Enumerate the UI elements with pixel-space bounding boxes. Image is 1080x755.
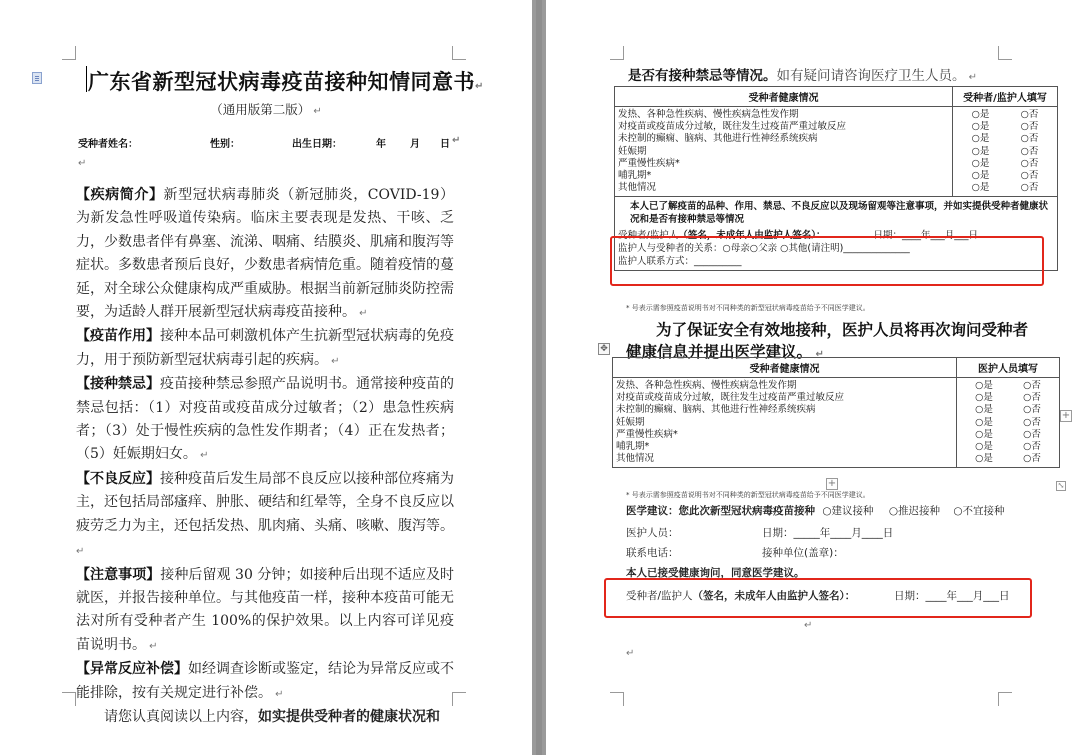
- section-contraindications: 【接种禁忌】疫苗接种禁忌参照产品说明书。通常接种疫苗的禁忌包括：（1）对疫苗或疫苗成分过敏者；（2）患急性疾病者；（3）处于慢性疾病的急性发作期者；（4）正在发热者；（5）妊娠期妇女。 ↵: [76, 376, 454, 463]
- margin-corner-mark: [452, 46, 466, 60]
- footnote: * 号表示需参照疫苗说明书对不同种类的新型冠状病毒疫苗给予不同医学建议。: [626, 491, 870, 499]
- month-label: 月: [410, 139, 420, 150]
- yes-radio[interactable]: ○是: [971, 133, 990, 145]
- add-row-button[interactable]: +: [827, 478, 837, 489]
- health-item: 其他情况: [616, 453, 655, 465]
- margin-corner-mark: [610, 46, 624, 60]
- advice-not-radio[interactable]: ○不宜接种: [953, 505, 1005, 517]
- gender-label: 性别：: [210, 139, 240, 150]
- consent-statement: 本人已了解疫苗的品种、作用、禁忌、不良反应以及现场留观等注意事项，并如实提供受种者健康状况和是否有接种禁忌等情况: [630, 201, 1049, 225]
- contact-unit-line[interactable]: 联系电话： 接种单位(盖章)：: [626, 547, 844, 559]
- safety-heading-line2[interactable]: 健康信息并提出医学建议。 ↵: [626, 342, 824, 361]
- no-radio[interactable]: ○否: [1020, 170, 1039, 182]
- yes-radio[interactable]: ○是: [971, 170, 990, 182]
- no-radio[interactable]: ○否: [1020, 121, 1039, 133]
- document-map-icon[interactable]: [32, 72, 42, 84]
- table1-header-health: 受种者健康情况: [615, 87, 953, 107]
- yes-radio[interactable]: ○是: [975, 380, 993, 391]
- table-resize-handle[interactable]: ⤡: [1057, 481, 1065, 490]
- advice-recommend-radio[interactable]: ○建议接种: [822, 505, 874, 517]
- document-page-right: 是否有接种禁忌等情况。如有疑问请咨询医疗卫生人员。 ↵ 受种者健康情况 受种者/监护人填写 发热、各种急性疾病、慢性疾病急性发作期 对疫苗或疫苗成分过敏，既往发生过疫苗严重过敏反应 未控制的癫痫、脑病、其他进行性神经系统疾病 妊娠期 严重慢性疾病* 哺乳期* 其他情况 ○是 ○否 ○是 ○否 ○是 ○否 ○是 ○否 ○是 ○否 ○是 ○否 ○是 ○否 本人已了解疫苗的品种、作用、禁忌、不良反应以及现场留观等注意事项，并如实提供受种者健康状况和是否有接种禁忌等情况 受种者/监护人（签名，未成年人由监护人签名）： 日期：____年___月___日 监护人与受种者的关系：○母亲○父亲 ○其他(请注明)______________ 监护人联系方式：__________ * 号表示需参照疫苗说明书对不同种类的新型冠状病毒疫苗给予不同医学建议。 ✥ 为了保证安全有效地接种，医护人员将再次询问受种者 健康信息并提出医学建议。 ↵ 受种者健康情况 医护人员填写 发热、各种急性疾病、慢性疾病急性发作期 对疫苗或疫苗成分过敏，既往发生过疫苗严重过敏反应 未控制的癫痫、脑病、其他进行性神经系统疾病 妊娠期 严重慢性疾病* 哺乳期* 其他情况 ○是 ○否 ○是 ○否 ○是 ○否 ○是 ○否 ○是 ○否 ○是 ○否 ○是 ○否 + + ⤡ * 号表示需参照疫苗说明书对不同种类的新型冠状病毒疫苗给予不同医学建议。 医学建议：您此次新型冠状病毒疫苗接种 ○建议接种 ○推迟接种 ○不宜接种 医护人员： 日期：_____年____月____日 联系电话： 接种单位(盖章)： 本人已接受健康询问，同意医学建议。 受种者/监护人（签名，未成年人由监护人签名）： 日期：____年___月___日 ↵ ↵: [546, 0, 1080, 755]
- yes-radio[interactable]: ○是: [975, 441, 993, 453]
- no-radio[interactable]: ○否: [1023, 428, 1041, 440]
- table1-items-cell: [615, 107, 953, 197]
- consent-line[interactable]: 本人已接受健康询问，同意医学建议。: [626, 567, 805, 579]
- medical-advice-line[interactable]: 医学建议：您此次新型冠状病毒疫苗接种 ○建议接种 ○推迟接种 ○不宜接种: [626, 505, 1005, 517]
- yes-radio[interactable]: ○是: [975, 416, 993, 428]
- yes-radio[interactable]: ○是: [971, 109, 990, 120]
- no-radio[interactable]: ○否: [1023, 404, 1041, 416]
- section-precautions: 【注意事项】接种后留观 30 分钟；如接种后出现不适应及时就医，并报告接种单位。与其他疫苗一样，接种本疫苗可能无法对所有受种者产生 100%的保护效果。以上内容可详见疫苗说明书。 ↵: [76, 566, 454, 653]
- section-disease-intro: 【疾病简介】新型冠状病毒肺炎（新冠肺炎，COVID-19）为新发急性呼吸道传染病。临床主要表现是发热、干咳、乏力，少数患者伴有鼻塞、流涕、咽痛、结膜炎、肌痛和腹泻等症状。多数患者预后良好，少数患者病情危重。随着疫情的蔓延，对全球公众健康构成严重威胁。根据当前新冠肺炎防控需要，为适龄人群开展新型冠状病毒疫苗接种。 ↵: [76, 187, 454, 321]
- no-radio[interactable]: ○否: [1020, 109, 1039, 120]
- table-move-handle[interactable]: ✥: [598, 343, 610, 355]
- health-item: 发热、各种急性疾病、慢性疾病急性发作期: [618, 109, 799, 120]
- health-item: 对疫苗或疫苗成分过敏，既往发生过疫苗严重过敏反应: [616, 392, 845, 404]
- document-page-left: 广东省新型冠状病毒疫苗接种知情同意书↵ （通用版第二版） ↵ 受种者姓名： 性别： 出生日期： 年 月 日 ↵ ↵ 【疾病简介】新型冠状病毒肺炎（新冠肺炎，COVID-19）为新发急性呼吸道传染病。临床主要表现是发热、干咳、乏力，少数患者伴有鼻塞、流涕、咽痛、结膜炎、肌痛和腹泻等症状。多数患者预后良好，少数患者病情危重。随着疫情的蔓延，对全球公众健康构成严重威胁。根据当前新冠肺炎防控需要，为适龄人群开展新型冠状病毒疫苗接种。 ↵ 【疫苗作用】接种本品可刺激机体产生抗新型冠状病毒的免疫力，用于预防新型冠状病毒引起的疾病。 ↵ 【接种禁忌】疫苗接种禁忌参照产品说明书。通常接种疫苗的禁忌包括：（1）对疫苗或疫苗成分过敏者；（2）患急性疾病者；（3）处于慢性疾病的急性发作期者；（4）正在发热者；（5）妊娠期妇女。 ↵ 【不良反应】接种疫苗后发生局部不良反应以接种部位疼痛为主，还包括局部瘙痒、肿胀、硬结和红晕等，全身不良反应以疲劳乏力为主，还包括发热、肌肉痛、头痛、咳嗽、腹泻等。 ↵ 【注意事项】接种后留观 30 分钟；如接种后出现不适应及时就医，并报告接种单位。与其他疫苗一样，接种本疫苗可能无法对所有受种者产生 100%的保护效果。以上内容可详见疫苗说明书。 ↵ 【异常反应补偿】如经调查诊断或鉴定，结论为异常反应或不能排除，按有关规定进行补偿。 ↵ 请您认真阅读以上内容，如实提供受种者的健康状况和: [0, 0, 532, 755]
- margin-corner-mark: [610, 692, 624, 706]
- yes-radio[interactable]: ○是: [971, 121, 990, 133]
- footnote: * 号表示需参照疫苗说明书对不同种类的新型冠状病毒疫苗给予不同医学建议。: [626, 304, 870, 312]
- no-radio[interactable]: ○否: [1020, 157, 1039, 169]
- medical-staff-health-table[interactable]: [612, 357, 1060, 468]
- section-compensation: 【异常反应补偿】如经调查诊断或鉴定，结论为异常反应或不能排除，按有关规定进行补偿。 ↵: [76, 661, 454, 701]
- no-radio[interactable]: ○否: [1020, 182, 1039, 194]
- yes-radio[interactable]: ○是: [975, 428, 993, 440]
- dob-label: 出生日期：: [292, 139, 342, 150]
- guardian-contact-line[interactable]: 监护人联系方式：__________: [618, 256, 742, 268]
- margin-corner-mark: [62, 46, 76, 60]
- health-item: 妊娠期: [618, 145, 647, 157]
- guardian-signature-line[interactable]: 受种者/监护人（签名，未成年人由监护人签名）： 日期：____年___月___日: [618, 230, 978, 242]
- table1-header-filler: 受种者/监护人填写: [953, 87, 1058, 107]
- section-adverse-reactions: 【不良反应】接种疫苗后发生局部不良反应以接种部位疼痛为主，还包括局部瘙痒、肿胀、硬结和红晕等，全身不良反应以疲劳乏力为主，还包括发热、肌肉痛、头痛、咳嗽、腹泻等。 ↵: [76, 470, 454, 558]
- text-cursor: [86, 66, 87, 92]
- recipient-info-row[interactable]: 受种者姓名： 性别： 出生日期： 年 月 日 ↵: [78, 135, 461, 150]
- margin-corner-mark: [452, 692, 466, 706]
- health-item: 妊娠期: [616, 416, 645, 428]
- margin-corner-mark: [998, 46, 1012, 60]
- table2-header-filler: 医护人员填写: [957, 358, 1060, 378]
- table2-header-health: 受种者健康情况: [613, 358, 957, 378]
- no-radio[interactable]: ○否: [1023, 441, 1041, 453]
- section-vaccine-effect: 【疫苗作用】接种本品可刺激机体产生抗新型冠状病毒的免疫力，用于预防新型冠状病毒引起的疾病。 ↵: [76, 328, 454, 368]
- yes-radio[interactable]: ○是: [971, 182, 990, 194]
- page-gap: [532, 0, 546, 755]
- day-label: 日: [440, 139, 450, 150]
- no-radio[interactable]: ○否: [1023, 380, 1041, 391]
- no-radio[interactable]: ○否: [1023, 453, 1041, 465]
- no-radio[interactable]: ○否: [1023, 416, 1041, 428]
- continuation-line[interactable]: 是否有接种禁忌等情况。如有疑问请咨询医疗卫生人员。 ↵: [628, 68, 978, 84]
- safety-heading-line1[interactable]: 为了保证安全有效地接种，医护人员将再次询问受种者: [656, 320, 1029, 339]
- add-column-button[interactable]: +: [1061, 410, 1071, 421]
- margin-corner-mark: [62, 692, 76, 706]
- health-item: 严重慢性疾病*: [618, 157, 680, 169]
- recipient-name-label: 受种者姓名：: [78, 139, 138, 150]
- advice-defer-radio[interactable]: ○推迟接种: [888, 505, 941, 517]
- closing-statement: 请您认真阅读以上内容，如实提供受种者的健康状况和: [104, 708, 440, 725]
- health-item: 其他情况: [618, 182, 657, 194]
- year-label: 年: [376, 139, 386, 150]
- health-item: 哺乳期*: [616, 441, 650, 453]
- final-signature-line[interactable]: 受种者/监护人（签名，未成年人由监护人签名）： 日期：____年___月___日: [626, 590, 1010, 602]
- yes-radio[interactable]: ○是: [975, 453, 993, 465]
- table2-options-cell: [957, 378, 1060, 468]
- guardian-relation-line[interactable]: 监护人与受种者的关系：○母亲○父亲 ○其他(请注明)______________: [618, 243, 910, 255]
- health-item: 未控制的癫痫、脑病、其他进行性神经系统疾病: [618, 133, 818, 145]
- consent-body-text[interactable]: [76, 184, 454, 729]
- health-item: 严重慢性疾病*: [616, 428, 678, 440]
- yes-radio[interactable]: ○是: [971, 145, 990, 157]
- yes-radio[interactable]: ○是: [975, 404, 993, 416]
- medical-staff-line[interactable]: 医护人员： 日期：_____年____月____日: [626, 527, 894, 539]
- yes-radio[interactable]: ○是: [975, 392, 993, 404]
- health-item: 未控制的癫痫、脑病、其他进行性神经系统疾病: [616, 404, 816, 416]
- health-item: 哺乳期*: [618, 170, 652, 182]
- table2-items-cell: [613, 378, 957, 468]
- document-title[interactable]: 广东省新型冠状病毒疫苗接种知情同意书↵: [88, 69, 484, 94]
- highlight-box-guardian-signature: [610, 236, 1044, 286]
- no-radio[interactable]: ○否: [1020, 133, 1039, 145]
- no-radio[interactable]: ○否: [1023, 392, 1041, 404]
- health-item: 发热、各种急性疾病、慢性疾病急性发作期: [616, 380, 797, 391]
- margin-corner-mark: [998, 692, 1012, 706]
- no-radio[interactable]: ○否: [1020, 145, 1039, 157]
- yes-radio[interactable]: ○是: [971, 157, 990, 169]
- health-item: 对疫苗或疫苗成分过敏，既往发生过疫苗严重过敏反应: [618, 121, 847, 133]
- table1-options-cell: [953, 107, 1058, 197]
- document-subtitle[interactable]: （通用版第二版） ↵: [210, 102, 322, 117]
